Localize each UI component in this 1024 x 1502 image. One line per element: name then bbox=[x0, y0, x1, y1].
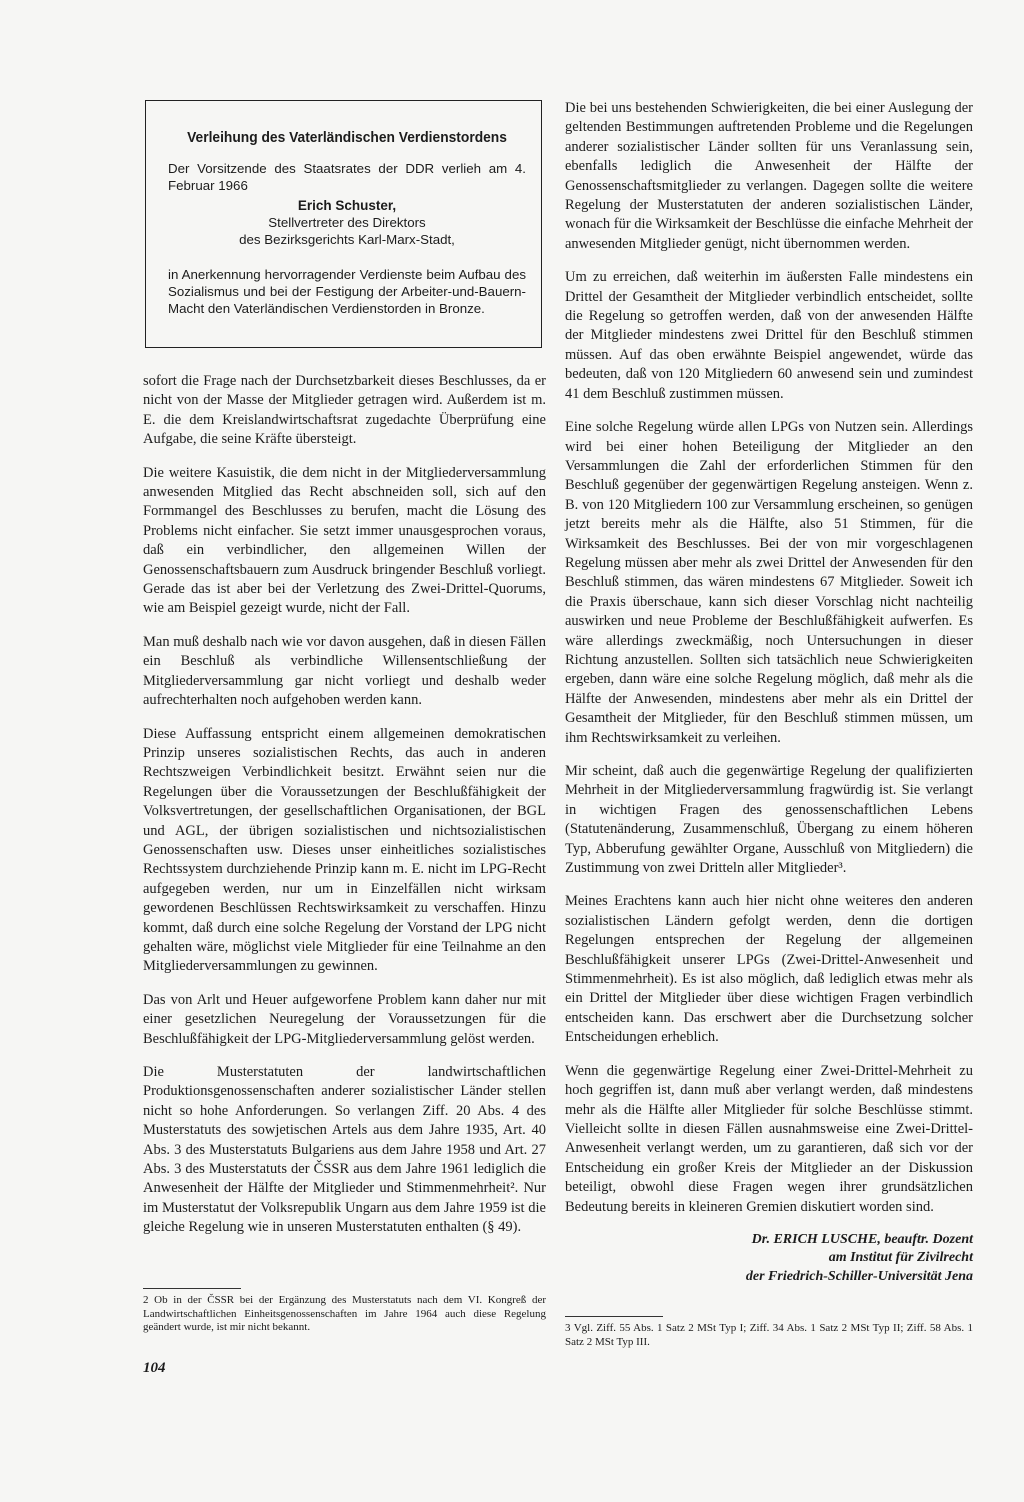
award-recipient-role-2: des Bezirksgerichts Karl-Marx-Stadt, bbox=[239, 232, 455, 247]
paragraph: Die weitere Kasuistik, die dem nicht in der Mitgliederversammlung anwesenden Mitglied das Recht abschneiden soll, sich auf den Formmangel des Beschlusses zu berufen, macht die Lösung des Problems nicht einfacher. Sie setzt immer unausgesprochen voraus, daß ein verbindlicher, den allgemeinen Willen der Genossenschaftsbauern zum Ausdruck bringender Beschluß vorliegt. Gerade das ist aber bei der Verletzung des Zwei-Drittel-Quorums, wie am Beispiel gezeigt wurde, nicht der Fall. bbox=[143, 464, 546, 617]
award-title: Verleihung des Vaterländischen Verdienstordens bbox=[187, 129, 507, 146]
left-column-text bbox=[143, 372, 546, 1252]
paragraph: Das von Arlt und Heuer aufgeworfene Problem kann daher nur mit einer gesetzlichen Neuregelung der Voraussetzungen für die Beschlußfähigkeit der LPG-Mitgliederversammlung gelöst werden. bbox=[143, 991, 546, 1047]
footnote-rule-right bbox=[565, 1316, 663, 1317]
paragraph: Um zu erreichen, daß weiterhin im äußersten Falle mindestens ein Drittel der Gesamtheit der Mitglieder verbindlich entscheidet, sollte die Regelung so getroffen werden, daß von der anwesenden Hälfte der Mitglieder mindestens zwei Drittel für den Beschluß stimmen müssen. Auf das oben erwähnte Beispiel angewendet, würde das bedeuten, daß von 120 Mitgliedern 60 anwesend sein und zumindest 41 dem Beschluß zustimmen müssen. bbox=[565, 269, 973, 402]
footnote-rule-left bbox=[143, 1288, 241, 1289]
paragraph: Diese Auffassung entspricht einem allgemeinen demokratischen Prinzip unseres sozialistischen Rechts, das auch in anderen Rechtszweigen Verbindlichkeit besitzt. Erwähnt seien nur die Regelungen über die Voraussetzungen der Beschlußfähigkeit der Volksvertretungen, der gesellschaftlichen Organisationen, der BGL und AGL, der übrigen sozialistischen und nichtsozialistischen Genossenschaften usw. Dieses unser einheitliches sozialistisches Rechtssystem durchziehende Prinzip kann m. E. nicht im LPG-Recht aufgegeben werden, nur um in Einzelfällen nicht wirksam gewordenen Beschlüssen Rechtswirksamkeit zu verschaffen. Hinzu kommt, daß durch eine solche Regelung der Vorstand der LPG nicht gehalten wäre, möglichst viele Mitglieder für eine Teilnahme an den Mitgliederversammlungen zu gewinnen. bbox=[143, 725, 546, 975]
award-notice-box bbox=[145, 100, 542, 348]
award-recipient-role-1: Stellvertreter des Direktors bbox=[268, 215, 426, 230]
paragraph: Mir scheint, daß auch die gegenwärtige Regelung der qualifizierten Mehrheit in der Mitgliederversammlung fragwürdig ist. Sie verlangt in wichtigen Fragen des genossenschaftlichen Lebens (Statutenänderung, Zusammenschluß, Übergang zu einem höheren Typ, Abberufung gewählter Organe, Ausschluß von Mitgliedern) die Zustimmung von zwei Dritteln aller Mitglieder³. bbox=[565, 763, 973, 877]
paragraph: Eine solche Regelung würde allen LPGs von Nutzen sein. Allerdings wird bei einer hohen Beteiligung der Mitglieder an den Versammlungen die Zahl der erforderlichen Stimmen für den Beschluß gegenüber der gegenwärtigen Regelung ansteigen. Wenn z. B. von 120 Mitgliedern 100 zur Versammlung erscheinen, so genügen jetzt bereits mehr als die Hälfte, also 51 Stimmen, für die Wirksamkeit des Beschlusses. Bei der von mir vorgeschlagenen Regelung müssen aber mehr als zwei Drittel der Anwesenden für den Beschluß stimmen, das wären mindestens 67 Mitglieder. Soweit ich die Praxis überschaue, kann sich dieser Vorschlag nicht nachteilig auswirken und neue Probleme der Beschlußfähigkeit aufwerfen. Es wäre allerdings zweckmäßig, noch Untersuchungen in dieser Richtung anzustellen. Sollten sich tatsächlich neue Schwierigkeiten ergeben, dann wäre eine solche Regelung möglich, daß mehr als die Hälfte der Anwesenden, mindestens aber mehr als ein Drittel der Gesamtheit der Mitglieder, für den Beschluß stimmen müssen, um ihm Rechtswirksamkeit zu verleihen. bbox=[565, 419, 973, 746]
paragraph: sofort die Frage nach der Durchsetzbarkeit dieses Beschlusses, da er nicht von der Masse der Mitglieder getragen wird. Außerdem ist m. E. die dem Kreislandwirtschaftsrat zugedachte Überprüfung eine Aufgabe, die seine Kräfte übersteigt. bbox=[143, 373, 546, 448]
award-intro: Der Vorsitzende des Staatsrates der DDR verlieh am 4. Februar 1966 bbox=[168, 161, 526, 193]
paragraph: Wenn die gegenwärtige Regelung einer Zwei-Drittel-Mehrheit zu hoch gegriffen ist, dann muß aber verlangt werden, daß mindestens mehr als die Hälfte aller Mitglieder für solche Beschlüsse stimmt. Vielleicht sollte in diesen Fällen ausnahmsweise eine Zwei-Drittel-Anwesenheit verlangt werden, um zu garantieren, daß sich vor der Entscheidung ein großer Kreis der Mitglieder an der Diskussion beteiligt, obwohl diese Fragen wegen ihrer grundsätzlichen Bedeutung bereits in kleineren Gremien diskutiert worden sind. bbox=[565, 1062, 973, 1215]
signature-line-3: der Friedrich-Schiller-Universität Jena bbox=[745, 1268, 973, 1284]
paragraph: Man muß deshalb nach wie vor davon ausgehen, daß in diesen Fällen ein Beschluß als verbindliche Willensentschließung der Mitgliederversammlung gar nicht vorliegt und deshalb weder aufrechterhalten noch aufgehoben werden kann. bbox=[143, 633, 546, 709]
paragraph: Die bei uns bestehenden Schwierigkeiten, die bei einer Auslegung der geltenden Bestimmungen auftretenden Probleme und die Regelungen anderer sozialistischer Länder sollten für uns Veranlassung sein, ebenfalls lediglich die Anwesenheit der Hälfte der Genossenschaftsmitglieder zu verlangen. Dagegen sollte die weitere Regelung der Musterstatuten der anderen sozialistischen Länder, wonach für die Wirksamkeit der Beschlüsse die einfache Mehrheit der anwesenden Mitglieder genügt, nicht übernommen werden. bbox=[565, 100, 973, 252]
signature-line-1: Dr. ERICH LUSCHE, beauftr. Dozent bbox=[751, 1231, 973, 1247]
footnote-3: 3 Vgl. Ziff. 55 Abs. 1 Satz 2 MSt Typ I; Ziff. 34 Abs. 1 Satz 2 MSt Typ II; Ziff. 58 Abs. 1 Satz 2 MSt Typ III. bbox=[565, 1322, 973, 1348]
signature-line-2: am Institut für Zivilrecht bbox=[828, 1250, 973, 1266]
paragraph: Die Musterstatuten der landwirtschaftlichen Produktionsgenossenschaften anderer sozialistischer Länder stellen nicht so hohe Anforderungen. So verlangen Ziff. 20 Abs. 4 des Musterstatuts des sowjetischen Artels aus dem Jahre 1935, Art. 40 Abs. 3 des Musterstatuts Bulgariens aus dem Jahre 1958 und Art. 27 Abs. 3 des Musterstatuts der ČSSR aus dem Jahre 1961 lediglich die Anwesenheit der Hälfte der Mitglieder und Stimmenmehrheit². Nur im Musterstatut der Volksrepublik Ungarn aus dem Jahre 1959 ist die gleiche Regelung wie in unseren Musterstatuten enthalten (§ 49). bbox=[143, 1064, 546, 1236]
award-text: in Anerkennung hervorragender Verdienste beim Aufbau des Sozialismus und bei der Festigung der Arbeiter-und-Bauern-Macht den Vaterländischen Verdienstorden in Bronze. bbox=[168, 267, 526, 316]
author-signature bbox=[565, 1231, 973, 1287]
paragraph: Meines Erachtens kann auch hier nicht ohne weiteres den anderen sozialistischen Ländern gefolgt werden, denn die dortigen Regelungen entsprechen der Regelung der allgemeinen Beschlußfähigkeit unserer LPGs (Zwei-Drittel-Anwesenheit und Stimmenmehrheit). Es ist also möglich, daß lediglich etwas mehr als ein Drittel der Mitglieder über diese wichtigen Fragen verbindlich entscheiden kann. Das erschwert aber die Durchsetzung solcher Entscheidungen erheblich. bbox=[565, 893, 973, 1046]
award-recipient-name: Erich Schuster, bbox=[297, 198, 397, 213]
footnote-2: 2 Ob in der ČSSR bei der Ergänzung des Musterstatuts nach dem VI. Kongreß der Landwirtschaftlichen Einheitsgenossenschaften im Jahre 1964 auch diese Regelung geändert wurde, ist mir nicht bekannt. bbox=[143, 1294, 546, 1333]
page-number: 104 bbox=[143, 1360, 166, 1376]
right-column-text bbox=[565, 99, 973, 1286]
